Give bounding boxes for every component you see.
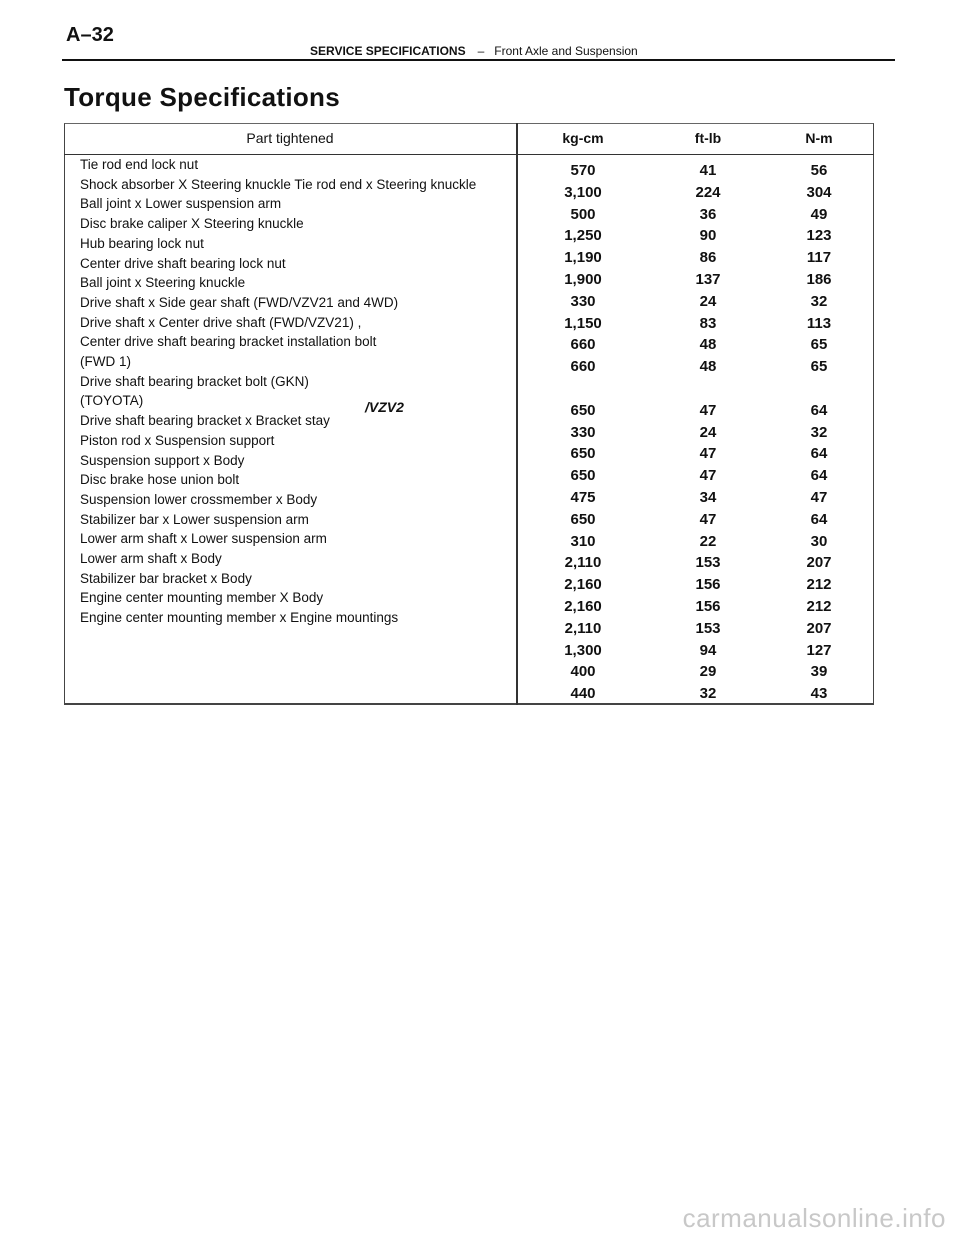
kg-cm-value: 2,160 [564,576,602,594]
kg-cm-value: 475 [570,488,596,506]
n-m-value: 212 [806,576,832,594]
part-row: (TOYOTA) [80,393,144,409]
n-m-value: 64 [810,445,828,463]
header-rule [62,59,895,61]
n-m-value: 49 [810,205,828,223]
kg-cm-value: 2,110 [564,554,602,572]
n-m-value: 39 [810,663,828,681]
part-row: Suspension lower crossmember x Body [80,491,318,507]
ft-lb-value: 47 [699,445,717,463]
part-row: Ball joint x Lower suspension arm [80,196,282,212]
part-list [80,155,476,628]
n-m-value: 64 [810,510,828,528]
ft-lb-value: 47 [699,467,717,485]
part-row: Disc brake hose union bolt [80,472,240,488]
n-m-value: 207 [806,619,832,637]
kg-cm-value: 2,160 [564,597,602,615]
kg-cm-value: 1,300 [564,641,602,659]
part-row: Drive shaft x Center drive shaft (FWD/VZV21) , [80,314,362,330]
n-m-value: 65 [810,336,828,354]
n-m-value: 32 [810,423,828,441]
kg-cm-value: 1,150 [564,314,602,332]
kg-cm-value: 310 [570,532,596,550]
n-m-column [779,160,859,705]
part-row: Lower arm shaft x Lower suspension arm [80,531,327,547]
kg-cm-value: 660 [570,358,596,376]
n-m-value: 65 [810,358,828,376]
ft-lb-header: ft-lb [694,130,722,146]
part-row: Drive shaft bearing bracket bolt (GKN) [80,373,309,389]
part-row: Engine center mounting member X Body [80,590,324,606]
n-m-value: 43 [810,685,828,703]
part-row: Drive shaft bearing bracket x Bracket stay [80,413,330,429]
kg-cm-value: 330 [570,292,596,310]
ft-lb-value: 24 [699,292,717,310]
n-m-value: 123 [806,227,832,245]
kg-cm-value: 400 [570,663,596,681]
n-m-value: 186 [806,270,832,288]
part-row: Drive shaft x Side gear shaft (FWD/VZV21 and 4WD) [80,294,399,310]
kg-cm-value: 650 [570,445,596,463]
n-m-value: 113 [806,314,832,332]
part-row: Stabilizer bar x Lower suspension arm [80,511,309,527]
section-title: SERVICE SPECIFICATIONS [310,44,466,58]
kg-cm-header: kg-cm [562,130,604,146]
ft-lb-value: 36 [699,205,717,223]
n-m-header: N-m [805,130,833,146]
part-row: Ball joint x Steering knuckle [80,275,246,291]
kg-cm-value: 650 [570,401,596,419]
kg-cm-value: 1,190 [564,249,602,267]
ft-lb-value: 156 [695,597,721,615]
kg-cm-value: 3,100 [564,183,602,201]
kg-cm-value: 1,250 [564,227,602,245]
kg-cm-value: 2,110 [564,619,602,637]
kg-cm-value: 500 [570,205,596,223]
n-m-value: 127 [806,641,832,659]
ft-lb-value: 83 [699,314,717,332]
column-divider [516,123,518,705]
n-m-value: 47 [810,488,828,506]
n-m-value: 304 [806,183,832,201]
n-m-value: 30 [810,532,828,550]
part-row: Center drive shaft bearing lock nut [80,255,286,271]
kg-cm-column [543,160,623,705]
ft-lb-value: 34 [699,488,717,506]
ft-lb-value: 32 [699,685,717,703]
page-title: Torque Specifications [64,82,340,112]
page-number: A–32 [66,24,114,46]
ft-lb-value: 86 [699,249,717,267]
kg-cm-value: 660 [570,336,596,354]
part-row: Tie rod end lock nut [80,157,199,172]
n-m-value: 64 [810,467,828,485]
n-m-value: 212 [806,597,832,615]
ft-lb-value: 48 [699,336,717,354]
part-tightened-header: Part tightened [246,130,334,146]
ft-lb-value: 224 [695,183,721,201]
kg-cm-value: 570 [570,162,596,179]
part-row: (FWD 1) [80,354,131,370]
part-row: Lower arm shaft x Body [80,551,222,567]
part-row: Stabilizer bar bracket x Body [80,570,252,586]
part-row: Disc brake caliper X Steering knuckle [80,216,304,232]
ft-lb-value: 90 [699,227,717,245]
ft-lb-value: 153 [695,619,721,637]
part-row: Piston rod x Suspension support [80,432,275,448]
part-row: Hub bearing lock nut [80,235,204,251]
ft-lb-value: 24 [699,423,717,441]
kg-cm-value: 1,900 [564,270,602,288]
ft-lb-value: 153 [695,554,721,572]
model-note: /VZV2 [365,399,404,415]
n-m-value: 207 [806,554,832,572]
kg-cm-value: 330 [570,423,596,441]
ft-lb-value: 22 [699,532,717,550]
running-header [310,44,638,58]
subsection-title: Front Axle and Suspension [494,44,638,58]
header-separator: – [477,44,485,58]
ft-lb-value: 47 [699,401,717,419]
ft-lb-value: 41 [699,162,717,179]
ft-lb-value: 48 [699,358,717,376]
n-m-value: 117 [806,249,832,267]
ft-lb-value: 156 [695,576,721,594]
kg-cm-value: 440 [570,685,596,703]
part-row: Suspension support x Body [80,452,245,468]
ft-lb-value: 47 [699,510,717,528]
ft-lb-value: 137 [695,270,721,288]
ft-lb-value: 29 [699,663,717,681]
part-row: Center drive shaft bearing bracket installation bolt [80,334,377,350]
n-m-value: 32 [810,292,828,310]
n-m-value: 56 [810,162,828,179]
n-m-value: 64 [810,401,828,419]
kg-cm-value: 650 [570,510,596,528]
kg-cm-value: 650 [570,467,596,485]
ft-lb-column [668,160,748,705]
watermark: carmanualsonline.info [682,1203,946,1233]
part-row: Engine center mounting member x Engine mountings [80,610,399,626]
ft-lb-value: 94 [699,641,717,659]
part-row: Shock absorber X Steering knuckle Tie rod end x Steering knuckle [80,176,477,192]
